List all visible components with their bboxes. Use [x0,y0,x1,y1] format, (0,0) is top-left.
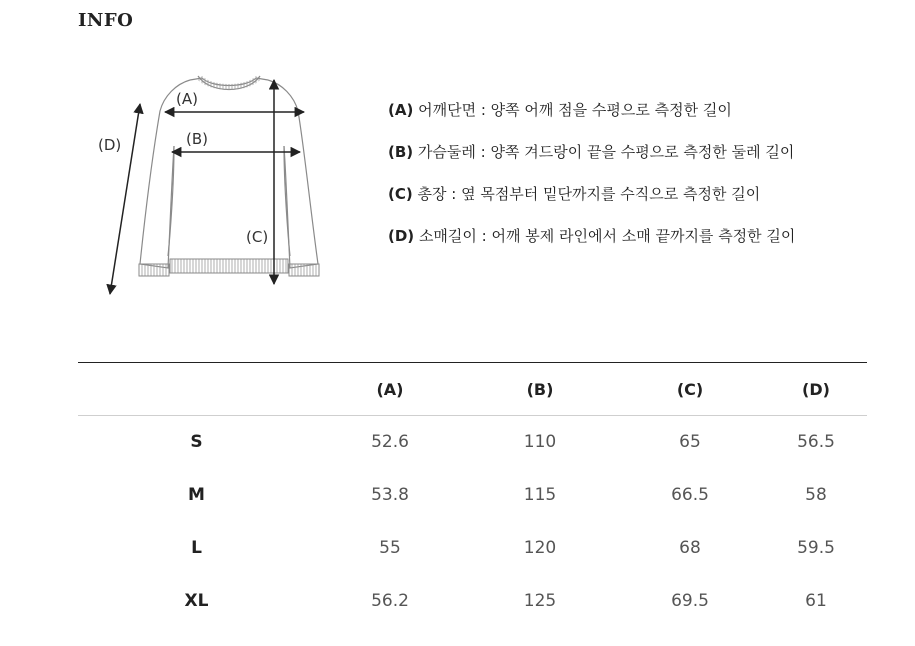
sweater-illustration [90,66,340,306]
value-cell: 68 [679,537,701,558]
header-b: (B) [526,379,554,399]
table-row [78,416,867,469]
table-row [78,574,867,627]
value-cell: 66.5 [671,484,709,505]
header-c: (C) [676,379,704,399]
legend-text: 가슴둘레 : 양쪽 겨드랑이 끝을 수평으로 측정한 둘레 길이 [413,143,795,161]
size-cell: XL [184,590,209,611]
sweater-outline [140,76,318,268]
value-cell: 56.2 [371,590,409,611]
value-cell: 115 [523,484,557,505]
size-chart-table [78,362,867,627]
value-cell: 110 [523,432,557,452]
value-cell: 65 [679,432,701,452]
value-cell: 59.5 [797,537,835,558]
label-c: (C) [246,228,269,246]
legend-text: 총장 : 옆 목점부터 밑단까지를 수직으로 측정한 길이 [412,185,761,203]
section-title: INFO [78,10,134,31]
legend-key: (A) [388,101,414,119]
measurement-legend [388,96,795,264]
size-cell: L [191,537,202,558]
value-cell: 125 [523,590,557,611]
legend-item [388,96,795,138]
left-cuff-rib [139,264,169,276]
header-size [78,363,315,416]
legend-key: (C) [388,185,413,203]
collar-rib [200,78,258,87]
legend-item [388,138,795,180]
size-cell: S [190,432,203,452]
value-cell: 53.8 [371,484,409,505]
table-row [78,468,867,521]
table-row [78,521,867,574]
legend-key: (D) [388,227,415,245]
label-a: (A) [176,90,198,108]
value-cell: 55 [379,537,401,558]
legend-item [388,222,795,264]
value-cell: 69.5 [671,590,709,611]
sleeve-length-arrow [110,104,140,294]
size-cell: M [188,484,205,505]
value-cell: 120 [523,537,557,558]
value-cell: 56.5 [797,432,835,452]
legend-key: (B) [388,143,414,161]
value-cell: 58 [805,484,827,505]
label-d: (D) [98,136,122,154]
legend-text: 소매길이 : 어깨 봉제 라인에서 소매 끝까지를 측정한 길이 [414,227,796,245]
header-a: (A) [376,379,404,399]
legend-text: 어깨단면 : 양쪽 어깨 점을 수평으로 측정한 길이 [413,101,732,119]
table-header-row [78,363,867,416]
legend-item [388,180,795,222]
label-b: (B) [186,130,208,148]
value-cell: 52.6 [371,432,409,452]
right-cuff-rib [289,264,319,276]
sweater-measurement-diagram [90,66,340,306]
value-cell: 61 [805,590,827,611]
header-d: (D) [802,379,830,399]
hem-rib [170,259,288,273]
